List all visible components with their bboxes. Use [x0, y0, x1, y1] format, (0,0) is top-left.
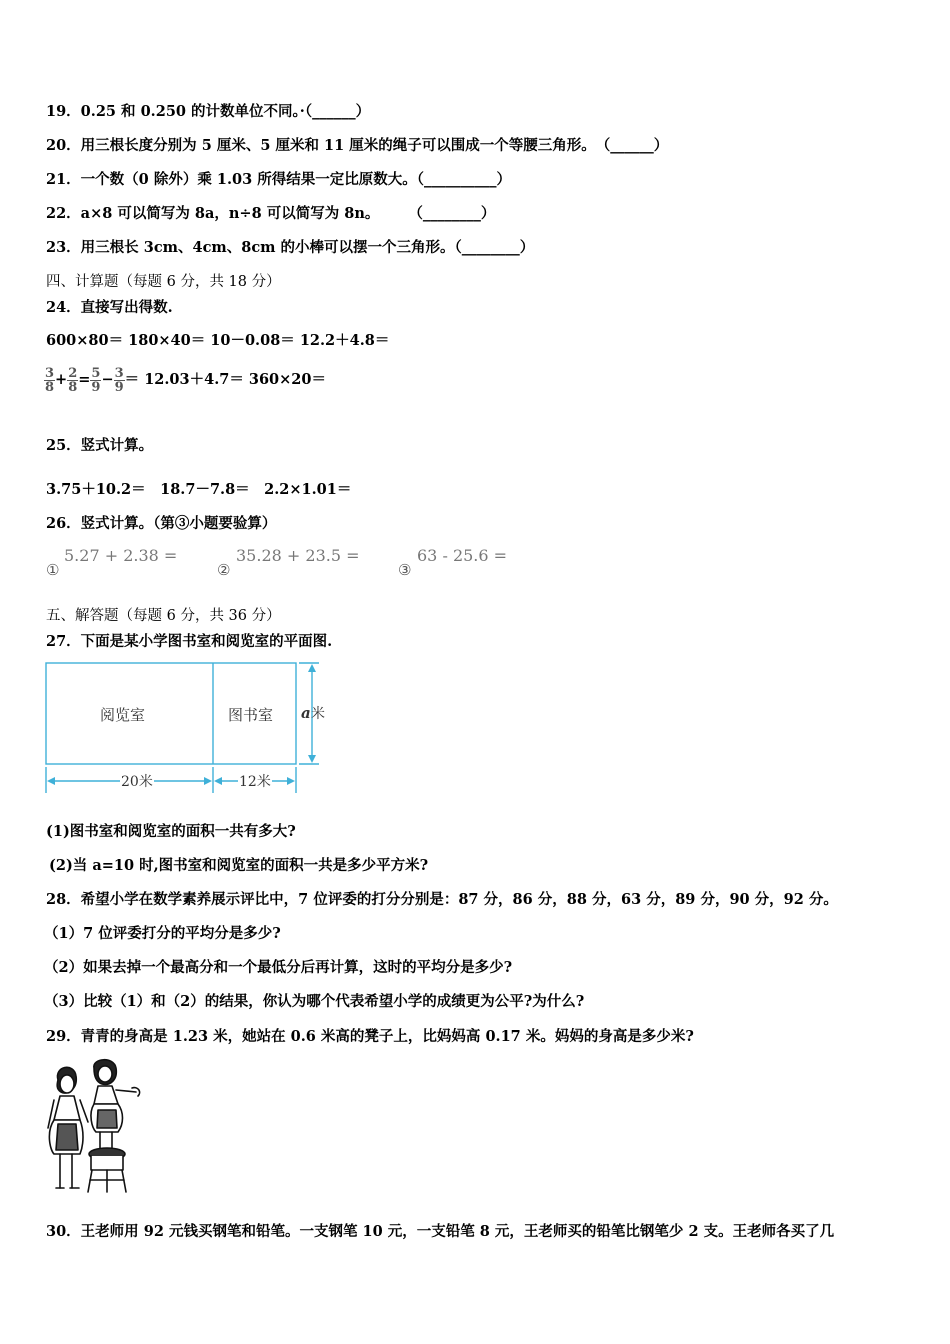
height-unit-label: 米 [311, 706, 325, 722]
width-1-label: 20米 [121, 774, 153, 790]
q26-expr-1: 5.27 + 2.38 = [64, 546, 178, 565]
q26-mark-2: ② [217, 561, 231, 579]
question-28-part-2: （2）如果去掉一个最高分和一个最低分后再计算，这时的平均分是多少? [44, 959, 513, 976]
question-22: 22．a×8 可以简写为 8a，n÷8 可以简写为 8n。 （________） [46, 205, 496, 222]
library-label: 图书室 [228, 706, 274, 724]
q26-mark-3: ③ [398, 561, 412, 579]
section-4-heading: 四、计算题（每题 6 分，共 18 分） [46, 274, 281, 290]
fraction-1: $\frac{3}{8}$ [45, 365, 55, 395]
question-27-part-1: (1)图书室和阅览室的面积一共有多大? [46, 823, 296, 840]
question-27: 27．下面是某小学图书室和阅览室的平面图. [46, 633, 333, 650]
equals-sign: = [78, 371, 91, 388]
height-var-label: a [301, 704, 311, 722]
question-25: 25．竖式计算。 [46, 437, 154, 454]
floor-plan-diagram [40, 655, 340, 800]
reading-room-label: 阅览室 [100, 706, 146, 724]
q26-expr-2: 35.28 + 23.5 = [236, 546, 360, 565]
q25-row: 3.75＋10.2＝ 18.7－7.8＝ 2.2×1.01＝ [46, 481, 352, 498]
q26-mark-1: ① [46, 561, 60, 579]
fraction-3: $\frac{5}{9}$ [91, 365, 101, 395]
question-24: 24．直接写出得数. [46, 299, 173, 316]
q24-row-1: 600×80＝ 180×40＝ 10－0.08＝ 12.2＋4.8＝ [46, 332, 390, 349]
mother-and-girl-illustration [44, 1058, 148, 1196]
question-19: 19．0.25 和 0.250 的计数单位不同。·（______） [46, 103, 371, 120]
fraction-2: $\frac{2}{8}$ [68, 365, 78, 395]
question-30: 30．王老师用 92 元钱买钢笔和铅笔。一支钢笔 10 元，一支铅笔 8 元，王老师买的铅笔比钢笔少 2 支。王老师各买了几 [46, 1223, 835, 1240]
q24-row-2-rest: ＝ 12.03＋4.7＝ 360×20＝ [124, 371, 326, 388]
question-28-part-3: （3）比较（1）和（2）的结果，你认为哪个代表希望小学的成绩更为公平?为什么? [44, 993, 585, 1010]
q24-row-2 [44, 362, 326, 398]
width-2-label: 12米 [239, 774, 271, 790]
plus-sign: + [55, 371, 68, 388]
question-23: 23．用三根长 3cm、4cm、8cm 的小棒可以摆一个三角形。（________） [46, 239, 535, 256]
question-29: 29．青青的身高是 1.23 米，她站在 0.6 米高的凳子上，比妈妈高 0.17 米。妈妈的身高是多少米? [46, 1028, 694, 1045]
question-21: 21．一个数（0 除外）乘 1.03 所得结果一定比原数大。（__________） [46, 171, 511, 188]
minus-sign: − [101, 371, 114, 388]
question-28: 28．希望小学在数学素养展示评比中，7 位评委的打分分别是：87 分，86 分，88 分，63 分，89 分，90 分，92 分。 [46, 891, 838, 908]
section-5-heading: 五、解答题（每题 6 分，共 36 分） [46, 608, 281, 624]
question-28-part-1: （1）7 位评委打分的平均分是多少? [44, 925, 281, 942]
q26-expr-3: 63 - 25.6 = [417, 546, 508, 565]
question-27-part-2: (2)当 a=10 时,图书室和阅览室的面积一共是多少平方米? [49, 857, 429, 874]
question-26: 26．竖式计算。（第③小题要验算） [46, 515, 277, 532]
fraction-4: $\frac{3}{9}$ [114, 365, 124, 395]
question-20: 20．用三根长度分别为 5 厘米、5 厘米和 11 厘米的绳子可以围成一个等腰三角形。 （______） [46, 137, 669, 154]
